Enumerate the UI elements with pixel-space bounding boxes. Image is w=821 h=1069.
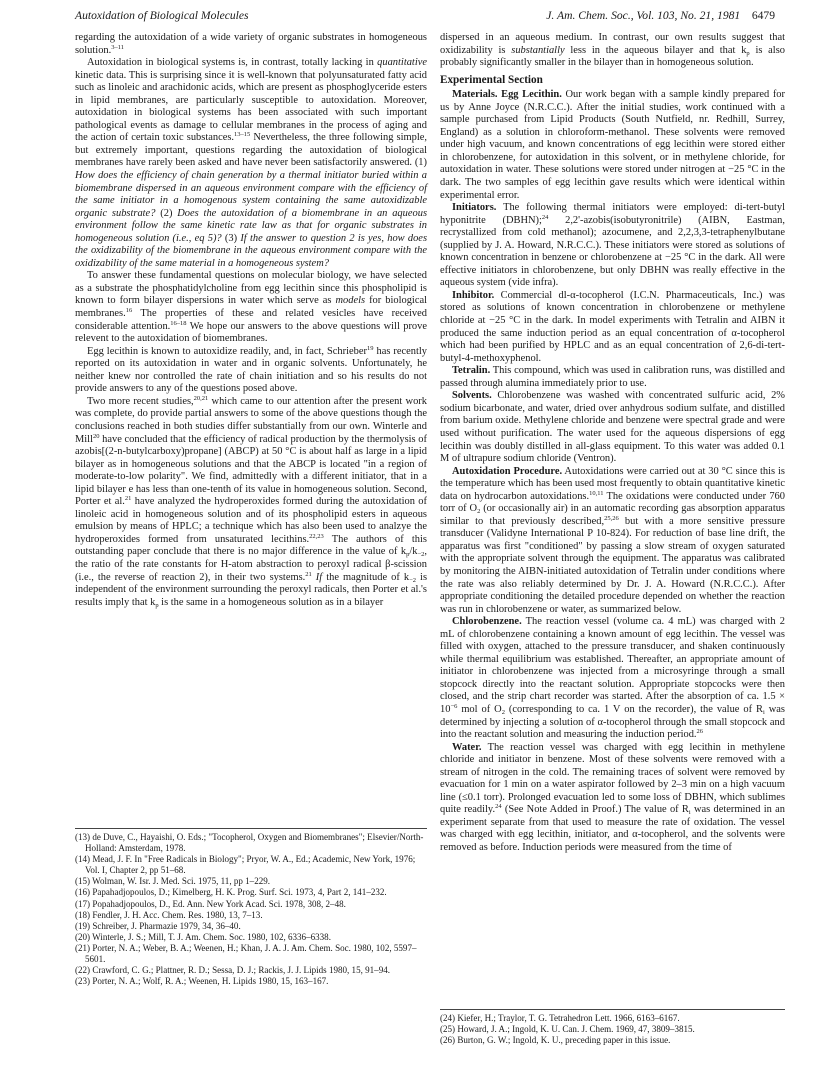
footnotes-right — [440, 1009, 785, 1046]
paragraph: To answer these fundamental questions on molecular biology, we have selected as a substrate the phosphatidylcholine from egg lecithin since this phospholipid is known to form bilayer dispersions in water which serve as models for biological membranes.$^{16}$ The properties of these and related vesicles have received considerable attention.$^{16-18}$ We hope our answers to the above questions will prove relevent to the autoxidation of biomembranes. — [75, 270, 428, 345]
reference: (22) Crawford, C. G.; Plattner, R. D.; Sessa, D. J.; Rackis, J. J. Lipids 1980, 15, 91–94. — [75, 965, 391, 976]
reference: (24) Kiefer, H.; Traylor, T. G. Tetrahedron Lett. 1966, 6163–6167. — [440, 1013, 680, 1023]
reference: (25) Howard, J. A.; Ingold, K. U. Can. J. Chem. 1969, 47, 3809–3815. — [440, 1024, 695, 1035]
right-column — [440, 32, 785, 855]
reference: (26) Burton, G. W.; Ingold, K. U., preceding paper in this issue. — [440, 1035, 671, 1046]
reference: (14) Mead, J. F. In "Free Radicals in Biology"; Pryor, W. A., Ed.; Academic, New York, 1976; Vol. I, Chapter 2, pp 51–68. — [75, 854, 416, 876]
section-heading: Experimental Section — [440, 73, 543, 86]
paragraph: Autoxidation in biological systems is, in contrast, totally lacking in quantitative kinetic data. This is surprising since it is well-known that polyunsaturated fatty acid such as linoleic and arachidonic acids, which are present as phosphoglyceride esters in lipid membranes, are particularly susceptible to autoxidation. Moreover, autoxidation in biological systems has been associated with such important pathological events as damage to cellular membranes in the process of aging and the action of certain toxic substances.$^{13-15}$ Nevertheless, the three following simple, but extremely important, questions regarding the autoxidation of biological membranes have rarely been asked and have never been satisfactorily answered. (1) How does the efficiency of chain generation by a thermal initiator buried within a biomembrane dispersed in an aqueous environment compare with the efficiency of the same initiator in a homogenous system containing the same autoxidizable organic substrate? (2) Does the autoxidation of a biomembrane in an aqueous environment follow the same kinetic rate law as that for organic substrates in homogeneous solution (i.e., eq 5)? (3) If the answer to question 2 is yes, how does the oxidizability of the biomembrane in the aqueous environment compare with the oxidizability of the same material in a homogeneous system? — [75, 57, 428, 269]
paragraph: Water. The reaction vessel was charged with egg lecithin in methylene chloride and initiator in benzene. Most of these solvents were removed with a stream of nitrogen in the cold. The remaining traces of solvent were removed by evacuation for 1 min on a water aspirator followed by 2–3 min on a high vacuum line (≤0.1 torr). Prolonged evacuation led to some loss of DBHN, which sublimes quite readily.$^{24}$ (See Note Added in Proof.) The value of $R_i$ was determined in an experiment separate from that used to measure the rate of oxidation. The vessel was charged with egg lecithin, initiator, and α-tocopherol, and the solvents were removed as before. Induction periods were measured from the time of — [440, 741, 786, 853]
journal-citation — [546, 9, 775, 22]
paragraph: Materials. Egg Lecithin. Our work began with a sample kindly prepared for us by Anne Joyce (N.R.C.C.). After the initial studies, work continued with a sample purchased from Lipid Products (South Nutfield, nr. Redhill, Surrey, England) as a solution in chloroform-methanol. These solvents were removed under high vacuum, and known concentrations of egg lecithin were stored either in chlorobenzene, for autoxidation in this solvent, or in methylene chloride, for autoxidation in water. These solutions were stored under nitrogen at −25 °C in the dark. The two samples of egg lecithin gave results which were identical within experimental error. — [440, 89, 785, 201]
reference: (23) Porter, N. A.; Wolf, R. A.; Weenen, H. Lipids 1980, 15, 163–167. — [75, 976, 329, 987]
running-header — [75, 9, 775, 25]
paragraph: Two more recent studies,$^{20,21}$ which came to our attention after the present work was complete, do provide partial answers to some of the above questions though the conclusions reached in both studies differ substantially from our own. Winterle and Mill$^{20}$ have concluded that the efficiency of radical production by the thermolysis of azobis[(2-n-butylcarboxy)propane] (ABCP) at 50 °C is about half as large in a lipid bilayer as in homogeneous solutions and that the ABCP is located "in a region of moderate-to-low polarity". We find, admittedly with a different initiator, that in a lipid bilayer e has less than one-tenth of its value in homogeneous solution. Second, Porter et al.$^{21}$ have analyzed the hydroperoxides formed during the autoxidation of linoleic acid in homogeneous solution and of its phospholipid esters in aqueous emulsion by means of HPLC; a technique which has also been used to analzye the hydroperoxides formed from unsaturated lecithins.$^{22,23}$ The authors of this outstanding paper conclude that there is no major difference in the value of $k_p/k_{-2}$, the ratio of the rate constants for H-atom abstraction to peroxyl radical β-scission (i.e., the reverse of reaction 2), in their two systems.$^{21}$ If the magnitude of $k_{-2}$ is independent of the environment surrounding the peroxyl radicals, then Porter et al.'s results imply that $k_p$ is the same in a homogeneous solution as in a bilayer — [75, 394, 428, 609]
paragraph: regarding the autoxidation of a wide variety of organic substrates in homogeneous solution.$^{3-11}$ — [75, 32, 427, 56]
paragraph: Autoxidation Procedure. Autoxidations were carried out at 30 °C since this is the temperature which has been used most frequently to obtain quantitative kinetic data on hydrocarbon autoxidations.$^{10,11}$ The oxidations were conducted under 760 torr of $O_2$ (or occasionally air) in an automatic recording gas absorption apparatus similar to that previously described,$^{25,26}$ but with a more sensitive pressure transducer (Validyne International P 10-824). For reduction of base line drift, the apparatus was first "conditioned" by passing a slow stream of oxygen saturated with the appropriate solvent through the equipment. The apparatus was calibrated by monitoring the AIBN-initiated autoxidation of Tetralin under conditions where the rate was also reliably determined by Dr. J. A. Howard (N.R.C.C.). After appropriate conditioning the detailed procedure depended on whether the reaction was run in chlorobenzene or water, as summarized below. — [440, 465, 785, 615]
paragraph: Initiators. The following thermal initiators were employed: di-tert-butyl hyponitrite (DBHN);$^{24}$ 2,2'-azobis(isobutyronitrile) (AIBN, Eastman, recrystallized from cold methanol); azocumene, and 2,2,3,3-tetraphenylbutane (supplied by J. A. Howard, N.R.C.C.). These initiators were stored as solutions of known concentration in benzene or chlorobenzene at −25 °C in the dark. All were effective initiators in chlorobenzene, but only DBHN was really effective in the aqueous system (vide infra). — [440, 202, 785, 289]
paragraph: Chlorobenzene. The reaction vessel (volume ca. 4 mL) was charged with 2 mL of chlorobenzene containing a known amount of egg lecithin. The vessel was filled with oxygen, attached to the pressure transducer, and shaken continuously while thermal equilibrium was established. Thereafter, an appropriate amount of initiator in chlorobenzene was injected from a microsyringe through a small stopcock directly into the reactant solution. Appropriate stopcocks were then closed, and the strip chart recorder was started. After the absorption of ca. $1.5 \times 10^{-6}$ mol of $O_2$ (corresponding to ca. 1 V on the recorder), the value of $R_i$ was determined by injecting a solution of α-tocopherol through the small stopcock and into the reactant solution and measuring the induction period.$^{26}$ — [440, 616, 785, 741]
paragraph: Egg lecithin is known to autoxidize readily, and, in fact, Schrieber$^{19}$ has recently reported on its autoxidation in water and in organic solvents. Unfortunately, he neither knew nor controlled the rate of chain initiation and so his results do not provide answers to any of the questions posed above. — [75, 344, 427, 395]
reference: (15) Wolman, W. Isr. J. Med. Sci. 1975, 11, pp 1–229. — [75, 876, 271, 887]
running-title: Autoxidation of Biological Molecules — [75, 9, 249, 22]
reference: (13) de Duve, C., Hayaishi, O. Eds.; "Tocopherol, Oxygen and Biomembranes"; Elsevier/North-Holland: Amsterdam, 1978. — [75, 832, 424, 854]
reference: (17) Popahadjopoulos, D., Ed. Ann. New York Acad. Sci. 1978, 308, 2–48. — [75, 898, 346, 909]
paragraph: Solvents. Chlorobenzene was washed with concentrated sulfuric acid, 2% sodium bicarbonate, and water, dried over anhydrous sodium sulfate, and distilled from barium oxide. Methylene chloride and benzene were spectral grade and were used without purification. The water used for the aqueous dispersions of egg lecithin was doubly distilled in all-glass equipment. To this water was added 0.1 M of ultrapure sodium chloride (Ventron). — [440, 390, 785, 465]
reference: (18) Fendler, J. H. Acc. Chem. Res. 1980, 13, 7–13. — [75, 909, 263, 920]
reference: (19) Schreiber, J. Pharmazie 1979, 34, 36–40. — [75, 920, 241, 931]
paragraph: dispersed in an aqueous medium. In contrast, our own results suggest that oxidizability is substantially less in the aqueous bilayer and that $k_p$ is also probably significantly smaller in the bilayer than in homogeneous solution. — [440, 32, 785, 69]
paragraph: Inhibitor. Commercial dl-α-tocopherol (I.C.N. Pharmaceuticals, Inc.) was stored as solutions of known concentration in chlorobenzene or methylene chloride at −25 °C in the dark. In model experiments with Tetralin and AIBN it produced the same induction period as an equal concentration of α-tocopherol which had been purified by HPLC and as an equal concentration of 2,6-di-tert-butyl-4-methoxyphenol. — [440, 289, 785, 364]
page-number: 6479 — [751, 9, 775, 22]
reference: (20) Winterle, J. S.; Mill, T. J. Am. Chem. Soc. 1980, 102, 6336–6338. — [75, 931, 331, 942]
left-column — [75, 32, 427, 609]
paragraph: Tetralin. This compound, which was used in calibration runs, was distilled and passed through alumina immediately prior to use. — [440, 365, 785, 389]
reference: (16) Papahadjopoulos, D.; Kimelberg, H. K. Prog. Surf. Sci. 1973, 4, Part 2, 141–232. — [75, 887, 387, 898]
reference: (21) Porter, N. A.; Weber, B. A.; Weenen, H.; Khan, J. A. J. Am. Chem. Soc. 1980, 102, 5597–5601. — [75, 942, 417, 965]
footnotes-left — [75, 828, 427, 987]
journal-name: J. Am. Chem. Soc., Vol. 103, No. 21, 1981 — [546, 9, 741, 22]
